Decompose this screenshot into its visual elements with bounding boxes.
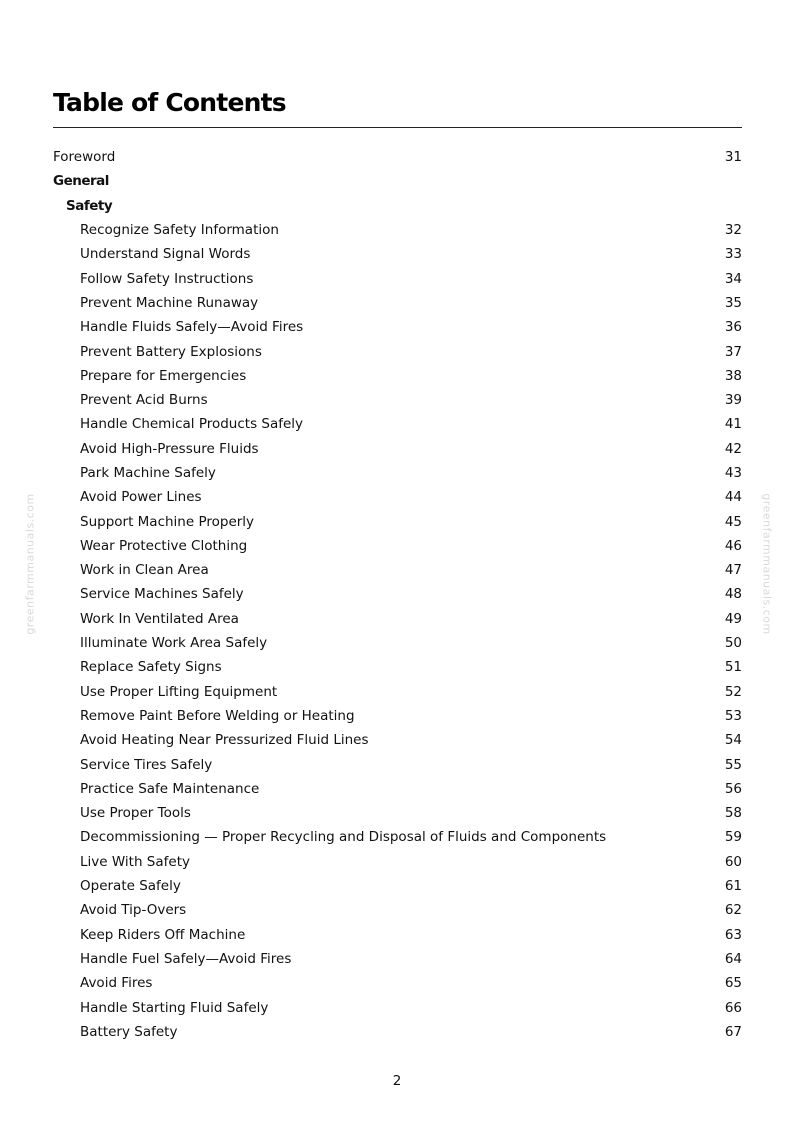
toc-entry[interactable] <box>53 437 742 461</box>
toc-entry-page-number: 37 <box>724 343 742 360</box>
toc-entry[interactable] <box>53 825 742 849</box>
toc-entry-page-number: 53 <box>724 707 742 724</box>
page-title: Table of Contents <box>53 88 286 117</box>
toc-entry-page-number: 49 <box>724 610 742 627</box>
toc-entry-title: Avoid Power Lines <box>80 489 202 506</box>
toc-entry[interactable] <box>53 388 742 412</box>
toc-entry-title: Avoid Heating Near Pressurized Fluid Lines <box>80 732 369 749</box>
toc-entry[interactable] <box>53 364 742 388</box>
toc-entry[interactable] <box>53 995 742 1019</box>
toc-entry-page-number: 58 <box>724 805 742 822</box>
toc-entry-page-number: 65 <box>724 975 742 992</box>
toc-entry-title: Safety <box>66 197 113 214</box>
toc-entry[interactable] <box>53 704 742 728</box>
toc-entry-title: Keep Riders Off Machine <box>80 926 246 943</box>
toc-entry[interactable] <box>53 242 742 266</box>
watermark-left: greenfarmmanuals.com <box>23 493 37 635</box>
toc-entry-title: Illuminate Work Area Safely <box>80 635 268 652</box>
toc-entry-title: Prevent Machine Runaway <box>80 294 259 311</box>
toc-entry-page-number: 36 <box>724 319 742 336</box>
toc-entry[interactable] <box>53 898 742 922</box>
toc-entry-title: Handle Fuel Safely—Avoid Fires <box>80 950 292 967</box>
toc-entry-title: Avoid Fires <box>80 975 153 992</box>
toc-entry-title: Avoid Tip-Overs <box>80 902 187 919</box>
toc-entry-title: Service Tires Safely <box>80 756 213 773</box>
toc-entry[interactable] <box>53 291 742 315</box>
toc-entry-page-number: 38 <box>724 367 742 384</box>
toc-entry-page-number: 43 <box>724 465 742 481</box>
toc-entry-page-number: 52 <box>724 683 742 700</box>
toc-entry[interactable] <box>53 655 742 679</box>
toc-entry[interactable] <box>53 558 742 582</box>
toc-entry[interactable] <box>53 947 742 971</box>
toc-entry-page-number: 50 <box>724 635 742 652</box>
toc-entry-page-number: 46 <box>724 537 742 554</box>
toc-entry[interactable] <box>53 971 742 995</box>
toc-entry[interactable] <box>53 145 742 169</box>
toc-entry-title: Use Proper Tools <box>80 805 191 822</box>
toc-entry[interactable] <box>53 850 742 874</box>
toc-entry-title: Park Machine Safely <box>80 465 216 481</box>
toc-entry-page-number: 34 <box>724 270 742 287</box>
toc-entry-title: Recognize Safety Information <box>80 222 279 239</box>
toc-entry-title: Handle Fluids Safely—Avoid Fires <box>80 319 304 336</box>
toc-entry-title: General <box>53 173 109 190</box>
toc-entry-title: Remove Paint Before Welding or Heating <box>80 707 355 724</box>
toc-entry-title: Work In Ventilated Area <box>80 610 239 627</box>
toc-entry-page-number: 64 <box>724 950 742 967</box>
toc-entry[interactable] <box>53 218 742 242</box>
toc-entry-page-number: 47 <box>724 562 742 579</box>
toc-entry-page-number: 31 <box>724 149 742 166</box>
toc-entry-page-number: 61 <box>724 878 742 895</box>
toc-entry-title: Operate Safely <box>80 878 181 895</box>
toc-entry-title: Wear Protective Clothing <box>80 537 248 554</box>
toc-entry-page-number: 62 <box>724 902 742 919</box>
toc-entry-page-number: 48 <box>724 586 742 603</box>
toc-entry-page-number: 45 <box>724 513 742 530</box>
toc-entry-page-number: 41 <box>724 416 742 433</box>
toc-entry-title: Handle Chemical Products Safely <box>80 416 304 433</box>
title-divider <box>53 127 742 128</box>
toc-entry[interactable] <box>53 1020 742 1044</box>
toc-section-heading[interactable] <box>53 169 742 193</box>
toc-entry-title: Follow Safety Instructions <box>80 270 254 287</box>
toc-entry-title: Handle Starting Fluid Safely <box>80 999 269 1016</box>
toc-section-heading[interactable] <box>53 194 742 218</box>
toc-entry-page-number: 55 <box>724 756 742 773</box>
toc-entry[interactable] <box>53 728 742 752</box>
toc-entry-page-number: 42 <box>724 440 742 457</box>
toc-entry-title: Service Machines Safely <box>80 586 244 603</box>
toc-entry-page-number: 44 <box>724 489 742 506</box>
toc-entry-page-number: 59 <box>724 829 742 846</box>
toc-entry-page-number: 33 <box>724 246 742 263</box>
toc-entry-page-number: 67 <box>724 1023 742 1040</box>
toc-entry-title: Understand Signal Words <box>80 246 251 263</box>
toc-entry[interactable] <box>53 680 742 704</box>
toc-entry[interactable] <box>53 266 742 290</box>
toc-entry-page-number: 32 <box>724 222 742 239</box>
toc-entry[interactable] <box>53 631 742 655</box>
toc-entry-title: Work in Clean Area <box>80 562 209 579</box>
toc-entry-title: Prevent Acid Burns <box>80 392 208 409</box>
toc-entry-title: Practice Safe Maintenance <box>80 780 260 797</box>
toc-entry[interactable] <box>53 534 742 558</box>
toc-entry[interactable] <box>53 874 742 898</box>
toc-entry[interactable] <box>53 582 742 606</box>
toc-entry-title: Support Machine Properly <box>80 513 255 530</box>
toc-list <box>53 145 742 1044</box>
toc-entry-title: Prevent Battery Explosions <box>80 343 262 360</box>
toc-entry[interactable] <box>53 752 742 776</box>
toc-entry[interactable] <box>53 461 742 485</box>
toc-entry[interactable] <box>53 485 742 509</box>
toc-entry-page-number: 60 <box>724 853 742 870</box>
toc-entry-page-number: 51 <box>724 659 742 676</box>
toc-entry-title: Battery Safety <box>80 1023 178 1040</box>
toc-entry[interactable] <box>53 777 742 801</box>
toc-entry-page-number: 66 <box>724 999 742 1016</box>
toc-entry-title: Live With Safety <box>80 853 190 870</box>
toc-entry-title: Use Proper Lifting Equipment <box>80 683 278 700</box>
toc-entry-page-number: 35 <box>724 294 742 311</box>
toc-entry[interactable] <box>53 339 742 363</box>
toc-entry-title: Avoid High-Pressure Fluids <box>80 440 259 457</box>
toc-entry-page-number: 54 <box>724 732 742 749</box>
toc-entry[interactable] <box>53 607 742 631</box>
toc-entry-title: Prepare for Emergencies <box>80 367 247 384</box>
toc-entry[interactable] <box>53 315 742 339</box>
toc-entry[interactable] <box>53 923 742 947</box>
toc-entry[interactable] <box>53 801 742 825</box>
toc-entry[interactable] <box>53 412 742 436</box>
toc-entry[interactable] <box>53 509 742 533</box>
toc-entry-page-number: 63 <box>724 926 742 943</box>
toc-entry-page-number: 56 <box>724 780 742 797</box>
toc-entry-title: Replace Safety Signs <box>80 659 222 676</box>
page-number: 2 <box>392 1073 402 1089</box>
toc-entry-title: Decommissioning — Proper Recycling and Disposal of Fluids and Components <box>80 829 607 846</box>
toc-entry-page-number: 39 <box>724 392 742 409</box>
watermark-right: greenfarmmanuals.com <box>760 493 774 635</box>
toc-entry-title: Foreword <box>53 149 116 166</box>
